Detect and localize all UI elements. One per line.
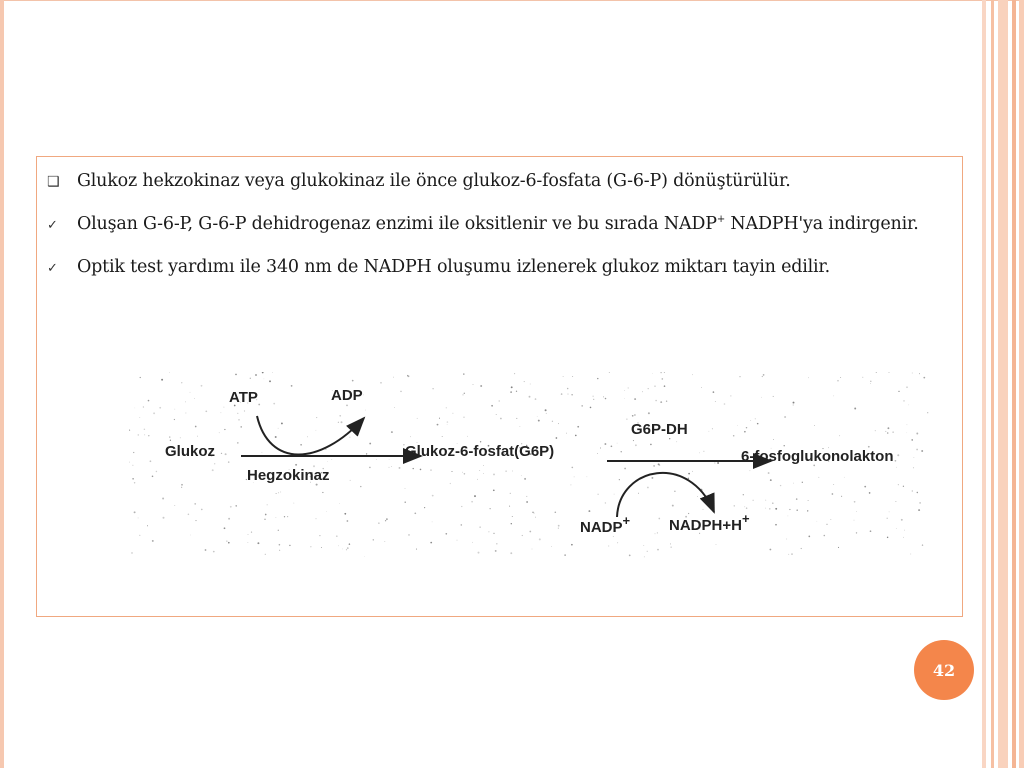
nadph-label: [669, 511, 750, 534]
content-box: [36, 156, 963, 617]
nadp-text: NADP: [580, 519, 623, 536]
glukoz-label: Glukoz: [165, 443, 216, 460]
nadph-text: NADPH+H: [669, 517, 742, 534]
square-bullet-icon: ❑: [47, 174, 60, 190]
bullet-text-3: Optik test yardımı ile 340 nm de NADPH oluşumu izlenerek glukoz miktarı tayin edilir.: [77, 257, 831, 277]
product-label: 6-fosfoglukonolakton: [741, 448, 894, 465]
bullet-text-1: Glukoz hekzokinaz veya glukokinaz ile önce glukoz-6-fosfata (G-6-P) dönüştürülür.: [77, 171, 791, 191]
left-frame-bar: [0, 0, 4, 768]
bullet-item-2: [47, 214, 952, 257]
reaction-diagram: [129, 372, 929, 562]
bullet-text-2: [77, 214, 919, 234]
right-decorative-stripes: [980, 0, 1024, 768]
bullet-item-3: [47, 257, 952, 300]
checkmark-icon: ✓: [47, 218, 58, 233]
hegzokinaz-label: Hegzokinaz: [247, 467, 330, 484]
checkmark-icon: ✓: [47, 261, 58, 276]
top-rule: [0, 0, 1024, 1]
bullet-text-2-before: Oluşan G-6-P, G-6-P dehidrogenaz enzimi ile oksitlenir ve bu sırada NADP: [77, 214, 717, 234]
g6p-label: Glukoz-6-fosfat(G6P): [405, 443, 555, 460]
nadp-nadph-curved-arrow: [617, 473, 714, 517]
bullet-text-2-superscript: +: [716, 214, 726, 226]
atp-label: ATP: [229, 389, 258, 406]
nadp-superscript: +: [622, 513, 631, 528]
g6pdh-label: G6P-DH: [631, 421, 688, 438]
bullet-list: [47, 171, 952, 300]
bullet-text-2-after: NADPH'ya indirgenir.: [725, 214, 919, 234]
page-number-badge: 42: [914, 640, 974, 700]
adp-label: ADP: [331, 387, 363, 404]
nadph-superscript: +: [741, 511, 750, 526]
atp-adp-curved-arrow: [257, 416, 364, 455]
bullet-item-1: [47, 171, 952, 214]
nadp-label: [580, 513, 631, 536]
